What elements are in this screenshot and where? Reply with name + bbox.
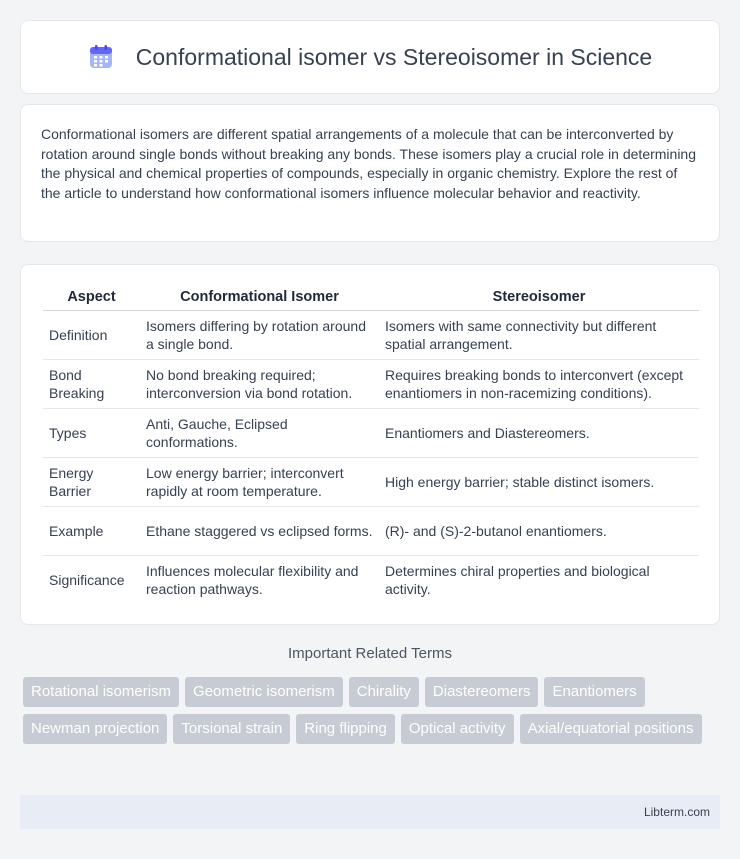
related-term-tag[interactable]: Ring flipping	[296, 714, 395, 744]
cell-conformational: Isomers differing by rotation around a single bond.	[140, 310, 379, 359]
cell-aspect: Significance	[43, 555, 140, 604]
cell-stereoisomer: Requires breaking bonds to interconvert (except enantiomers in non-racemizing conditions).	[379, 359, 699, 408]
header-conformational: Conformational Isomer	[180, 289, 339, 306]
table-header-row	[43, 285, 699, 310]
intro-text: Conformational isomers are different spatial arrangements of a molecule that can be interconverted by rotation around single bonds without breaking any bonds. These isomers play a crucial role in determining the physical and chemical properties of compounds, especially in organic chemistry. Explore the rest of the article to understand how conformational isomers influence molecular behavior and reactivity.	[41, 126, 697, 201]
table-row	[43, 310, 699, 359]
footer-brand[interactable]: Libterm.com	[643, 805, 710, 819]
related-term-tag[interactable]: Axial/equatorial positions	[520, 714, 702, 744]
table-row	[43, 457, 699, 506]
related-terms-list	[23, 677, 703, 744]
page-title: Conformational isomer vs Stereoisomer in Science	[135, 43, 653, 70]
header-stereoisomer: Stereoisomer	[492, 289, 586, 306]
cell-stereoisomer: Determines chiral properties and biological activity.	[379, 555, 699, 604]
related-term-tag[interactable]: Rotational isomerism	[23, 677, 179, 707]
related-term-tag[interactable]: Enantiomers	[544, 677, 644, 707]
related-term-tag[interactable]: Newman projection	[23, 714, 167, 744]
cell-aspect: Example	[43, 506, 140, 555]
table-row	[43, 555, 699, 604]
cell-conformational: Ethane staggered vs eclipsed forms.	[140, 506, 379, 555]
table-row	[43, 359, 699, 408]
cell-aspect: Types	[43, 408, 140, 457]
table-row	[43, 506, 699, 555]
cell-stereoisomer: Isomers with same connectivity but different spatial arrangement.	[379, 310, 699, 359]
intro-card	[20, 104, 720, 242]
cell-stereoisomer: (R)- and (S)-2-butanol enantiomers.	[379, 506, 699, 555]
cell-stereoisomer: High energy barrier; stable distinct isomers.	[379, 457, 699, 506]
related-term-tag[interactable]: Geometric isomerism	[185, 677, 343, 707]
header-card	[20, 20, 720, 94]
comparison-table	[43, 285, 699, 604]
related-term-tag[interactable]: Optical activity	[401, 714, 514, 744]
cell-conformational: Low energy barrier; interconvert rapidly at room temperature.	[140, 457, 379, 506]
cell-conformational: No bond breaking required; interconversion via bond rotation.	[140, 359, 379, 408]
cell-aspect: Energy Barrier	[43, 457, 140, 506]
cell-aspect: Definition	[43, 310, 140, 359]
header-aspect: Aspect	[67, 289, 116, 306]
calendar-icon	[88, 44, 114, 70]
related-term-tag[interactable]: Torsional strain	[173, 714, 290, 744]
footer	[20, 795, 720, 829]
related-term-tag[interactable]: Diastereomers	[425, 677, 539, 707]
cell-conformational: Influences molecular flexibility and reaction pathways.	[140, 555, 379, 604]
related-term-tag[interactable]: Chirality	[349, 677, 419, 707]
table-row	[43, 408, 699, 457]
cell-aspect: Bond Breaking	[43, 359, 140, 408]
cell-conformational: Anti, Gauche, Eclipsed conformations.	[140, 408, 379, 457]
related-terms-title: Important Related Terms	[288, 645, 452, 662]
cell-stereoisomer: Enantiomers and Diastereomers.	[379, 408, 699, 457]
comparison-table-card	[20, 264, 720, 625]
